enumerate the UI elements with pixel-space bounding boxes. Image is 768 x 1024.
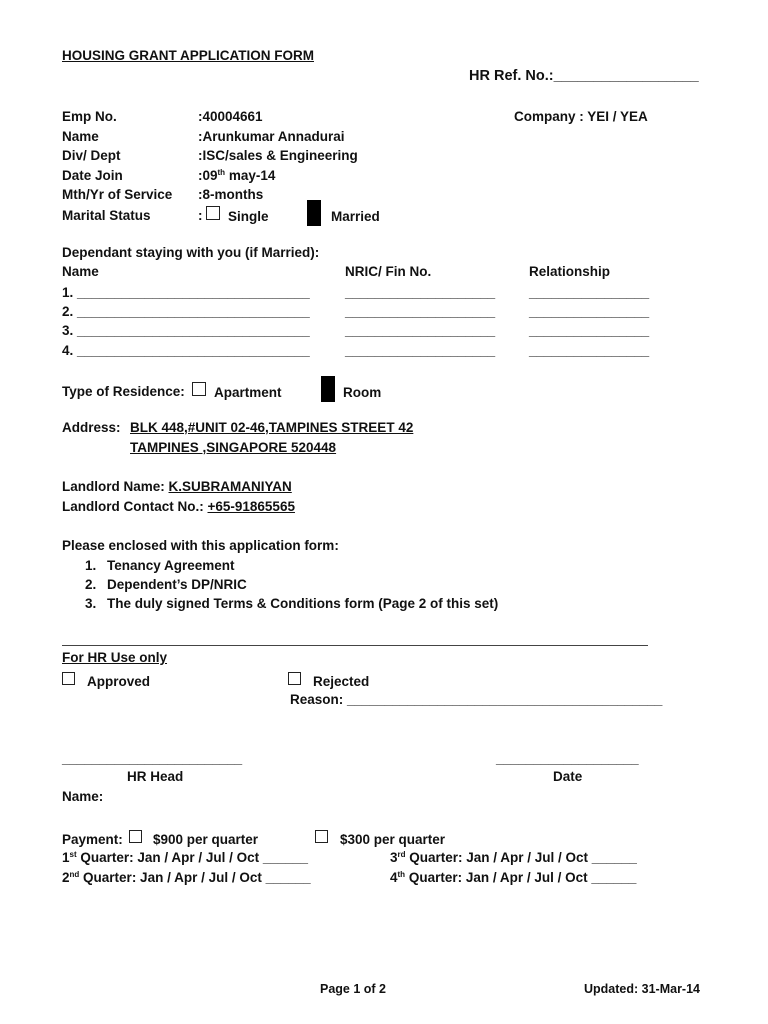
reason-label: Reason:	[290, 692, 344, 707]
address-line-1: BLK 448,#UNIT 02-46,TAMPINES STREET 42	[130, 420, 414, 435]
apartment-label: Apartment	[214, 385, 282, 400]
checkbox-icon	[192, 382, 206, 396]
nric-blank[interactable]: ____________________	[345, 343, 496, 358]
rejected-label: Rejected	[313, 674, 370, 689]
payment-900-checkbox[interactable]	[129, 830, 142, 846]
list-item: 2. Dependent’s DP/NRIC	[85, 577, 247, 592]
landlord-contact-value: +65-91865565	[207, 499, 295, 514]
rejected-checkbox[interactable]	[288, 672, 301, 688]
row-number: 1.	[62, 285, 74, 300]
row-number: 3.	[62, 323, 74, 338]
address-label: Address:	[62, 420, 121, 435]
quarter-1-row[interactable]: 1st Quarter: Jan / Apr / Jul / Oct ______	[62, 850, 308, 865]
relationship-blank[interactable]: ________________	[529, 285, 650, 300]
payment-900-label: $900 per quarter	[153, 832, 259, 847]
relationship-blank[interactable]: ________________	[529, 304, 650, 319]
date-join-value: :09th may-14	[198, 168, 276, 183]
hr-use-heading: For HR Use only	[62, 650, 168, 665]
marital-colon: :	[198, 208, 203, 223]
row-number: 2.	[62, 304, 74, 319]
reason-field[interactable]	[290, 692, 662, 708]
reason-blank: __________________________________________	[347, 692, 663, 707]
dept-value: :ISC/sales & Engineering	[198, 148, 358, 163]
hr-head-signature-blank[interactable]: ________________________	[62, 751, 243, 766]
relationship-blank[interactable]: ________________	[529, 343, 650, 358]
quarter-2-row[interactable]: 2nd Quarter: Jan / Apr / Jul / Oct ______	[62, 870, 311, 885]
hr-ref-field[interactable]	[469, 68, 699, 84]
landlord-name-label: Landlord Name:	[62, 479, 169, 494]
form-title: HOUSING GRANT APPLICATION FORM	[62, 48, 314, 63]
checkbox-icon	[206, 206, 220, 220]
landlord-contact-label: Landlord Contact No.:	[62, 499, 208, 514]
checkbox-icon	[315, 830, 328, 843]
landlord-name	[62, 479, 292, 495]
row-number: 4.	[62, 343, 74, 358]
address-line-2: TAMPINES ,SINGAPORE 520448	[130, 440, 337, 455]
checkbox-icon	[62, 672, 75, 685]
room-label: Room	[343, 385, 382, 400]
col-name-header: Name	[62, 264, 99, 279]
col-relationship-header: Relationship	[529, 264, 611, 279]
payment-300-label: $300 per quarter	[340, 832, 446, 847]
apartment-checkbox[interactable]	[192, 382, 206, 399]
landlord-contact	[62, 499, 295, 515]
date-join-label: Date Join	[62, 168, 123, 183]
name-blank[interactable]: _______________________________	[77, 304, 310, 319]
approved-label: Approved	[87, 674, 151, 689]
updated-date: Updated: 31-Mar-14	[584, 982, 700, 996]
quarter-3-row[interactable]: 3rd Quarter: Jan / Apr / Jul / Oct ______	[390, 850, 637, 865]
checkbox-icon	[288, 672, 301, 685]
service-value: :8-months	[198, 187, 264, 202]
payment-label: Payment:	[62, 832, 123, 847]
relationship-blank[interactable]: ________________	[529, 323, 650, 338]
list-item: 3. The duly signed Terms & Conditions form (Page 2 of this set)	[85, 596, 499, 611]
hr-name-label: Name:	[62, 789, 104, 804]
company-label: Company : YEI / YEA	[514, 109, 648, 124]
name-value: :Arunkumar Annadurai	[198, 129, 345, 144]
col-nric-header: NRIC/ Fin No.	[345, 264, 432, 279]
checkbox-icon	[129, 830, 142, 843]
name-blank[interactable]: _______________________________	[77, 285, 310, 300]
service-label: Mth/Yr of Service	[62, 187, 173, 202]
payment-300-checkbox[interactable]	[315, 830, 328, 846]
residence-label: Type of Residence:	[62, 384, 185, 399]
section-divider	[62, 645, 648, 646]
name-blank[interactable]: _______________________________	[77, 343, 310, 358]
married-label: Married	[331, 209, 380, 224]
nric-blank[interactable]: ____________________	[345, 285, 496, 300]
married-checkbox-filled[interactable]	[307, 200, 321, 226]
landlord-name-value: K.SUBRAMANIYAN	[168, 479, 292, 494]
approved-checkbox[interactable]	[62, 672, 75, 688]
hr-head-label: HR Head	[127, 769, 184, 784]
quarter-4-row[interactable]: 4th Quarter: Jan / Apr / Jul / Oct ______	[390, 870, 637, 885]
date-signature-blank[interactable]: ___________________	[496, 751, 639, 766]
single-checkbox[interactable]	[206, 206, 220, 223]
single-label: Single	[228, 209, 269, 224]
emp-no-value: :40004661	[198, 109, 263, 124]
dept-label: Div/ Dept	[62, 148, 121, 163]
name-blank[interactable]: _______________________________	[77, 323, 310, 338]
page-number: Page 1 of 2	[320, 982, 386, 996]
enclosures-heading: Please enclosed with this application form:	[62, 538, 339, 553]
hr-ref-label: HR Ref. No.:	[469, 68, 554, 84]
hr-ref-blank: __________________	[553, 68, 699, 84]
list-item: 1. Tenancy Agreement	[85, 558, 235, 573]
nric-blank[interactable]: ____________________	[345, 304, 496, 319]
name-label: Name	[62, 129, 99, 144]
dependants-heading: Dependant staying with you (if Married):	[62, 245, 320, 260]
room-checkbox-filled[interactable]	[321, 376, 335, 402]
emp-no-label: Emp No.	[62, 109, 117, 124]
nric-blank[interactable]: ____________________	[345, 323, 496, 338]
date-label: Date	[553, 769, 583, 784]
marital-label: Marital Status	[62, 208, 151, 223]
